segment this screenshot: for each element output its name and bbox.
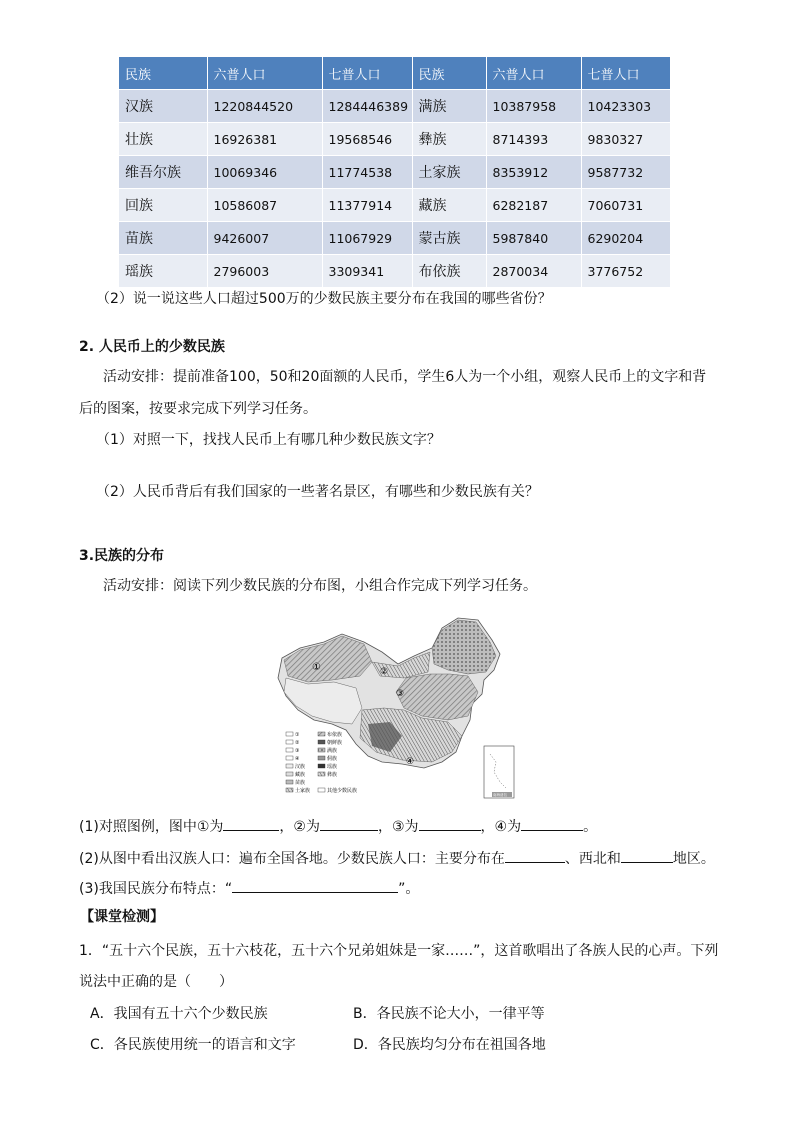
table-cell: 满族	[412, 90, 486, 123]
answer-blank[interactable]	[621, 848, 673, 863]
legend-label: 彝族	[327, 772, 338, 778]
header-census6: 六普人口	[207, 57, 322, 90]
question-1	[79, 816, 597, 837]
table-cell: 8353912	[486, 156, 581, 189]
table-cell: 16926381	[207, 123, 322, 156]
activity-text: 活动安排：提前准备100，50和20面额的人民币，学生6人为一个小组，观察人民币上的文字和背	[103, 369, 707, 385]
table-cell: 11067929	[322, 222, 412, 255]
question-text: （2）人民币背后有我们国家的一些著名景区，有哪些和少数民族有关？	[96, 484, 539, 500]
table-cell: 6290204	[581, 222, 670, 255]
section-title: 2. 人民币上的少数民族	[79, 339, 225, 355]
answer-blank[interactable]	[419, 816, 481, 831]
table-cell: 维吾尔族	[119, 156, 207, 189]
section-title: 3.民族的分布	[79, 548, 165, 564]
legend-label: 瑶族	[327, 764, 338, 770]
option-c[interactable]: C．各民族使用统一的语言和文字	[90, 1037, 296, 1053]
map-label-1: ①	[312, 662, 321, 673]
inset-label: 南海诸岛	[493, 793, 507, 797]
question-text: 地区。	[672, 851, 715, 867]
activity-text: 后的图案，按要求完成下列学习任务。	[79, 401, 317, 417]
table-cell: 3309341	[322, 255, 412, 288]
table-row	[119, 189, 670, 222]
table-row	[119, 156, 670, 189]
question-text: 、西北和	[564, 851, 621, 867]
table-cell: 7060731	[581, 189, 670, 222]
legend-label: 其他少数民族	[327, 788, 358, 794]
legend-label: ②	[295, 740, 300, 746]
table-cell: 10423303	[581, 90, 670, 123]
table-cell: 5987840	[486, 222, 581, 255]
ethnic-distribution-map	[272, 612, 526, 804]
table-cell: 彝族	[412, 123, 486, 156]
table-cell: 10069346	[207, 156, 322, 189]
population-table	[119, 57, 671, 287]
table-row	[119, 123, 670, 156]
legend-label: 侗族	[327, 756, 338, 762]
question-text: （1）对照一下，找找人民币上有哪几种少数民族文字？	[96, 432, 441, 448]
table-cell: 2870034	[486, 255, 581, 288]
header-ethnic: 民族	[119, 57, 207, 90]
question-text: (3)我国民族分布特点：“	[79, 881, 233, 897]
map-legend	[286, 731, 357, 794]
table-cell: 6282187	[486, 189, 581, 222]
question-text: (2)从图中看出汉族人口：遍布全国各地。少数民族人口：主要分布在	[79, 851, 505, 867]
legend-label: 汉族	[295, 764, 306, 770]
header-census6: 六普人口	[486, 57, 581, 90]
table-row	[119, 255, 670, 288]
table-header-row	[119, 57, 670, 90]
table-cell: 10586087	[207, 189, 322, 222]
legend-label: ①	[295, 732, 300, 738]
table-cell: 11377914	[322, 189, 412, 222]
question-text: (1)对照图例，图中①为	[79, 819, 224, 835]
legend-label: 藏族	[295, 772, 306, 778]
map-label-3: ③	[396, 689, 405, 699]
activity-text: 活动安排：阅读下列少数民族的分布图，小组合作完成下列学习任务。	[103, 578, 537, 594]
question-text: ”。	[398, 881, 420, 897]
question-text: ，④为	[480, 819, 522, 835]
table-cell: 蒙古族	[412, 222, 486, 255]
question-text: ，③为	[377, 819, 419, 835]
option-b[interactable]: B．各民族不论大小，一律平等	[353, 1006, 545, 1022]
table-cell: 布依族	[412, 255, 486, 288]
table-cell: 10387958	[486, 90, 581, 123]
question-text: 说法中正确的是（ ）	[79, 974, 233, 990]
table-cell: 1220844520	[207, 90, 322, 123]
option-d[interactable]: D．各民族均匀分布在祖国各地	[353, 1037, 546, 1053]
question-2	[79, 848, 715, 869]
question-text: 。	[583, 819, 598, 835]
table-cell: 8714393	[486, 123, 581, 156]
question-text: ，②为	[279, 819, 320, 835]
northwest-region	[284, 636, 372, 682]
header-census7: 七普人口	[581, 57, 670, 90]
legend-label: ④	[295, 756, 300, 762]
answer-blank[interactable]	[223, 816, 279, 831]
legend-label: 满族	[327, 748, 338, 754]
legend-label: 土家族	[295, 788, 311, 794]
header-census7: 七普人口	[322, 57, 412, 90]
question-text: 1．“五十六个民族，五十六枝花，五十六个兄弟姐妹是一家……”，这首歌唱出了各族人民的心声。下列	[79, 943, 719, 959]
table-cell: 汉族	[119, 90, 207, 123]
map-label-4: ④	[406, 757, 415, 767]
section-title: 【课堂检测】	[80, 909, 164, 925]
table-cell: 瑶族	[119, 255, 207, 288]
table-row	[119, 222, 670, 255]
legend-label: 布依族	[327, 732, 343, 738]
legend-label: 朝鲜族	[327, 740, 343, 746]
map-label-2: ②	[380, 667, 389, 677]
table-cell: 藏族	[412, 189, 486, 222]
table-cell: 土家族	[412, 156, 486, 189]
legend-label: ③	[295, 748, 300, 754]
header-ethnic: 民族	[412, 57, 486, 90]
option-a[interactable]: A．我国有五十六个少数民族	[90, 1006, 268, 1022]
table-cell: 苗族	[119, 222, 207, 255]
table-cell: 11774538	[322, 156, 412, 189]
south-china-sea-inset	[484, 746, 514, 798]
table-cell: 9830327	[581, 123, 670, 156]
table-cell: 1284446389	[322, 90, 412, 123]
table-cell: 19568546	[322, 123, 412, 156]
table-cell: 壮族	[119, 123, 207, 156]
answer-blank[interactable]	[521, 816, 583, 831]
question-text: （2）说一说这些人口超过500万的少数民族主要分布在我国的哪些省份？	[96, 291, 552, 307]
answer-blank[interactable]	[320, 816, 378, 831]
table-cell: 回族	[119, 189, 207, 222]
table-cell: 9587732	[581, 156, 670, 189]
table-cell: 3776752	[581, 255, 670, 288]
table-row	[119, 90, 670, 123]
answer-blank[interactable]	[505, 848, 565, 863]
legend-label: 苗族	[295, 780, 306, 786]
table-cell: 9426007	[207, 222, 322, 255]
answer-blank[interactable]	[232, 878, 398, 893]
table-cell: 2796003	[207, 255, 322, 288]
question-3	[79, 878, 419, 899]
